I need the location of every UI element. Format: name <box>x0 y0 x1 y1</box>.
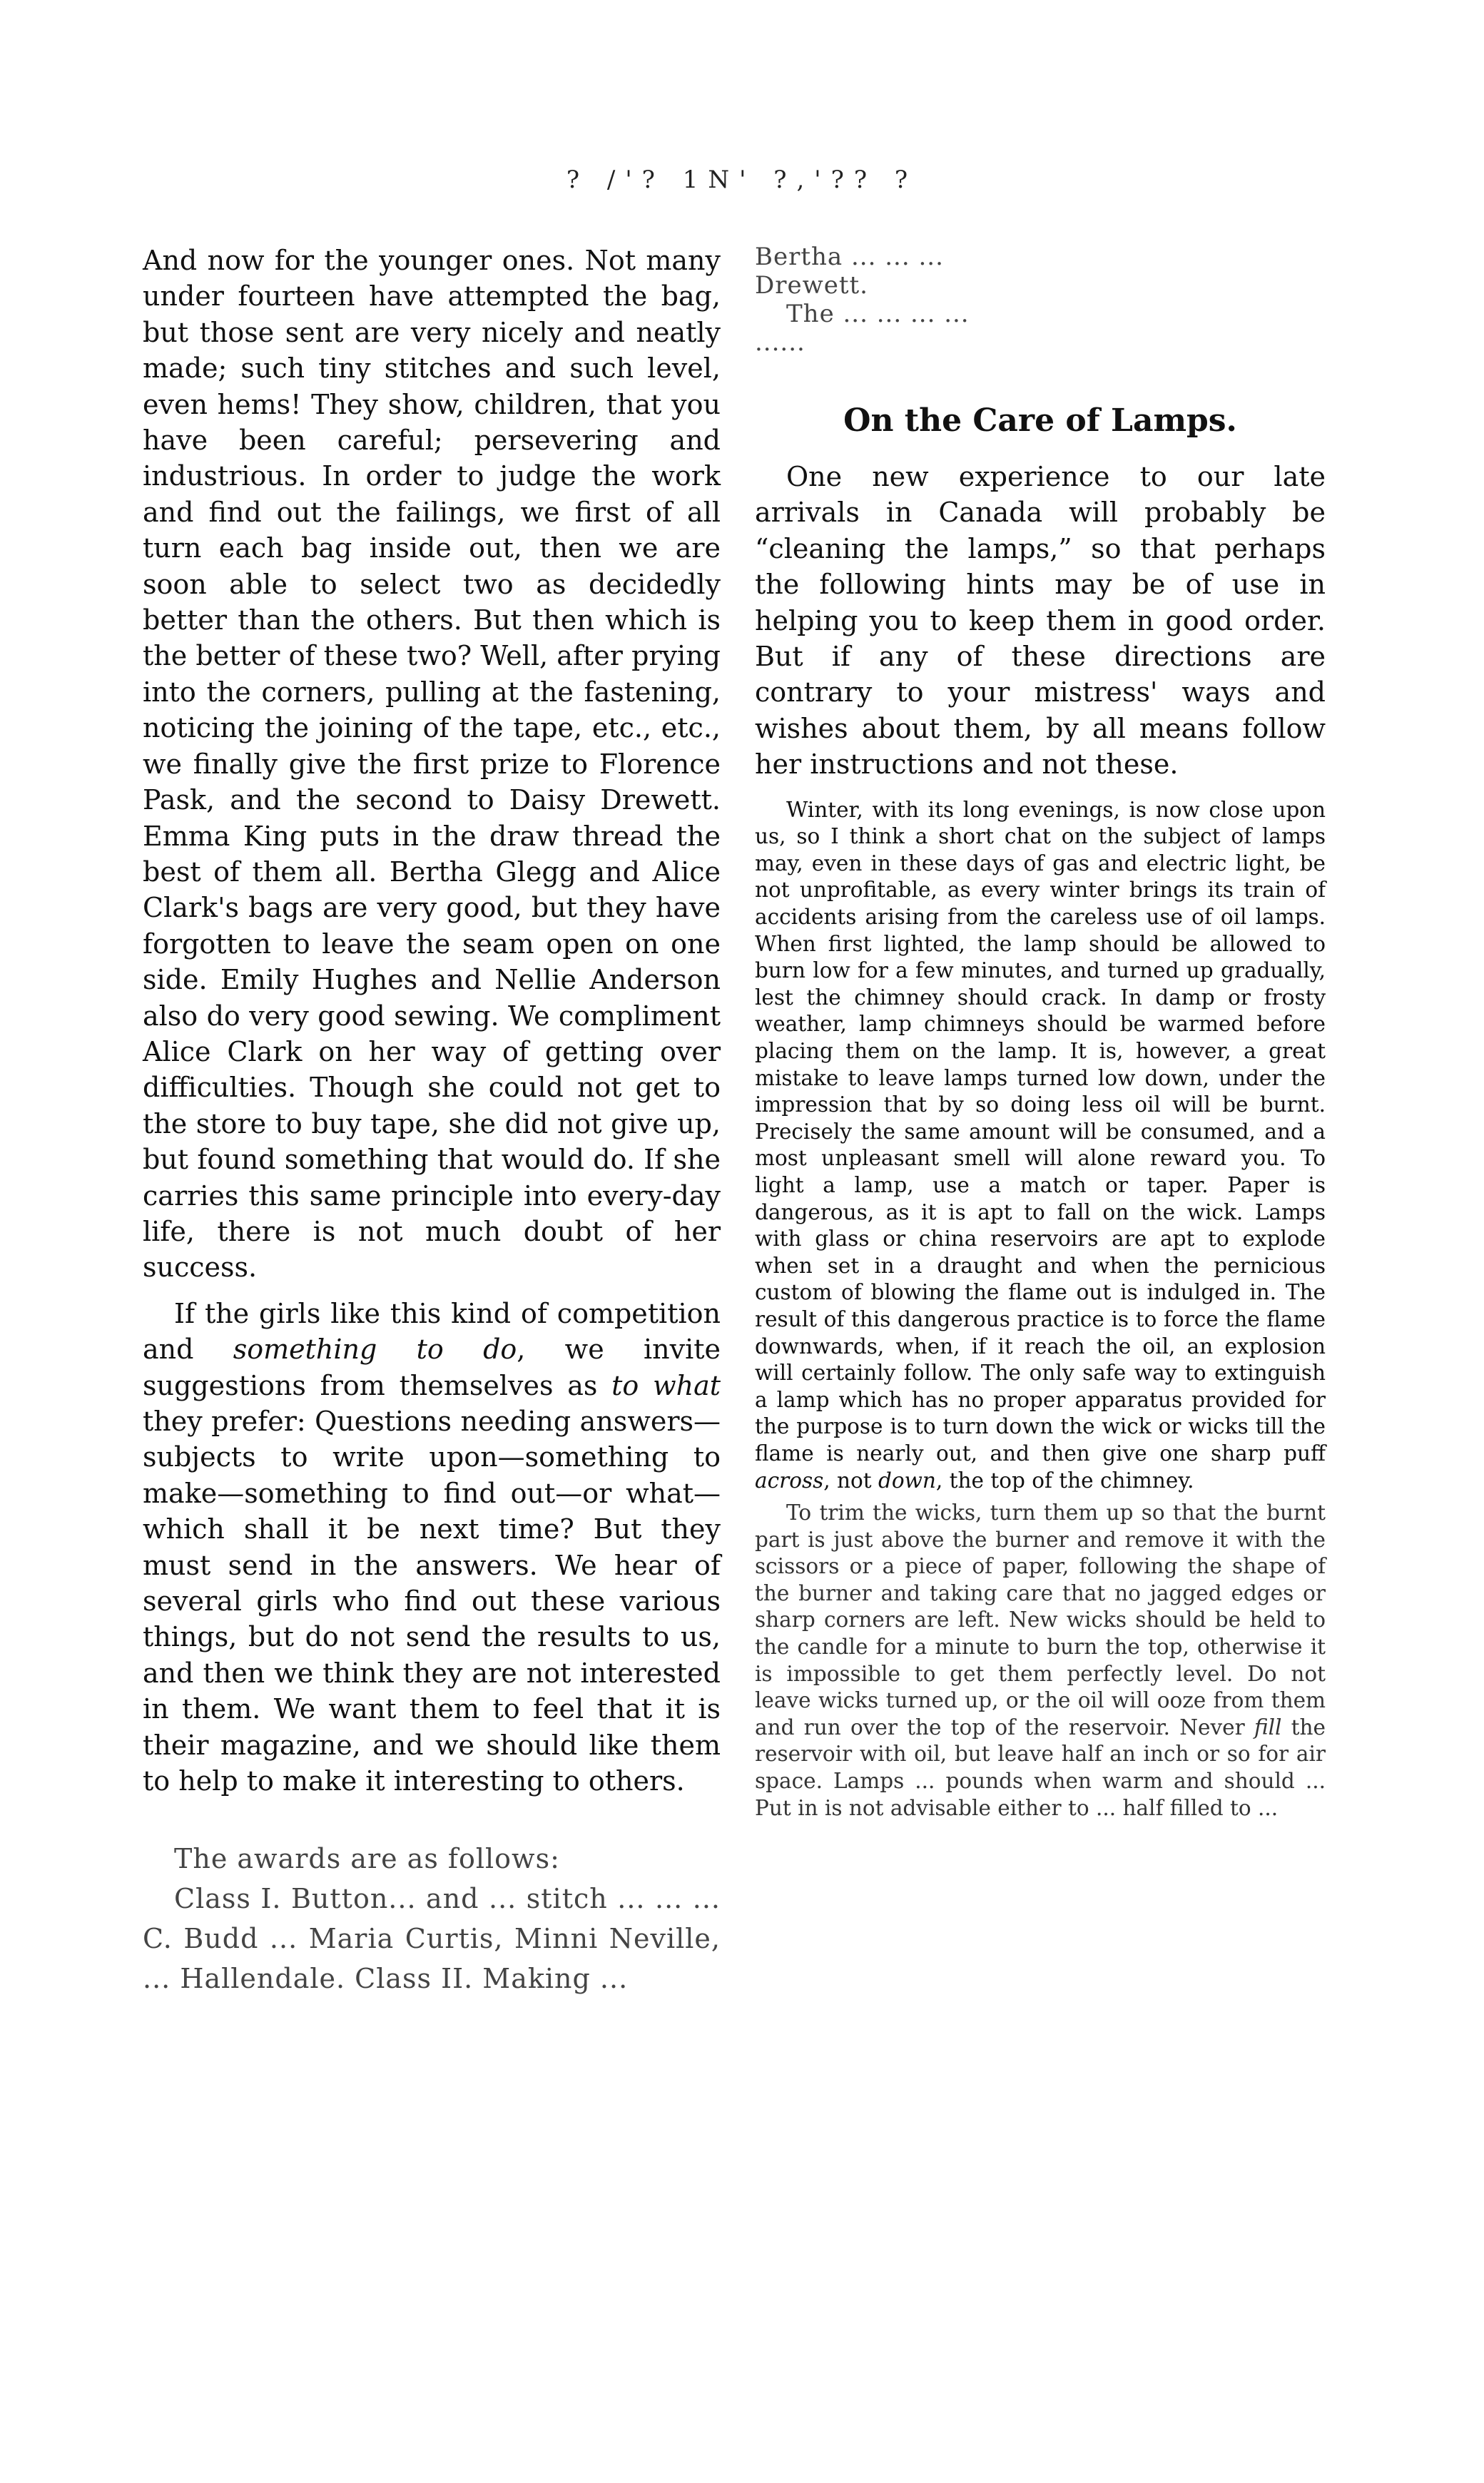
faded-fragment-3: The ... ... ... ... <box>786 300 970 328</box>
trimming-emphasis: fill <box>1254 1715 1282 1740</box>
lighting-paragraph <box>755 797 1326 1494</box>
awards-intro: The awards are as follows: <box>174 1843 560 1875</box>
lighting-emphasis-1: across <box>755 1468 824 1493</box>
lighting-text-mid: , not <box>823 1468 878 1493</box>
suggestions-text-mid: , we invite suggestions from themselves as <box>143 1334 721 1401</box>
trimming-text-start: To trim the wicks, turn them up so that the burnt part is just above the burner and remove it with the scissors or a piece of paper, following the shape of the burner and taking care that no jagged edges or sharp corners are left. New wicks should be held to the candle for a minute to burn the top, otherwise it is impossible to get them perfectly level. Do not leave wicks turned up, or the oil will ooze from them and run over the top of the reservoir. Never <box>755 1501 1326 1740</box>
suggestions-emphasis-2: to what <box>611 1369 721 1401</box>
faded-fragment-1: Bertha ... ... ... <box>755 243 944 271</box>
article-heading: On the Care of Lamps. <box>843 402 1237 439</box>
suggestions-emphasis-1: something to do <box>233 1334 517 1366</box>
trimming-paragraph <box>755 1500 1326 1822</box>
faded-fragment-4: ...... <box>755 328 805 357</box>
needlework-report-paragraph: And now for the younger ones. Not many under fourteen have attempted the bag, but those sent are very nicely and neatly made; such tiny stitches and such level, even hems! They show, children, that you have been careful; persevering and industrious. In order to judge the work and find out the failings, we first of all turn each bag inside out, then we are soon able to select two as decidedly better than the others. But then which is the better of these two? Well, after prying into the corners, pulling at the fastening, noticing the joining of the tape, etc., etc., we finally give the first prize to Florence Pask, and the second to Daisy Drewett. Emma King puts in the draw thread the best of them all. Bertha Glegg and Alice Clark's bags are very good, but they have forgotten to leave the seam open on one side. Emily Hughes and Nellie Anderson also do very good sewing. We compliment Alice Clark on her way of getting over difficulties. Though she could not get to the store to buy tape, she did not give up, but found something that would do. If she carries this same principle into every-day life, there is not much doubt of her success. <box>143 245 721 1284</box>
article-intro: One new experience to our late arrivals in Canada will probably be “cleaning the lamps,” so that perhaps the following hints may be of use in helping you to keep them in good order. But if any of these directions are contrary to your mistress' ways and wishes about them, by all means follow her instructions and not these. <box>755 461 1326 781</box>
lighting-text-end: , the top of the chimney. <box>935 1468 1194 1493</box>
right-column <box>755 243 1326 1822</box>
trimming-text-end: the reservoir with oil, but leave half an inch or so for air space. Lamps ... pounds when warm and should ... Put in is not advisable either to ... half filled to ... <box>755 1715 1326 1820</box>
suggestions-text-start: If the girls like this kind of competition and <box>143 1297 721 1366</box>
lighting-emphasis-2: down <box>878 1468 936 1493</box>
faded-fragment-2: Drewett. <box>755 271 868 300</box>
running-header: ? /'? 1N' ?,'?? ? <box>566 166 918 194</box>
left-column <box>143 243 721 1999</box>
awards-block <box>143 1839 721 1999</box>
lighting-text-start: Winter, with its long evenings, is now close upon us, so I think a short chat on the subject of lamps may, even in these days of gas and electric light, be not unprofitable, as every winter brings its train of accidents arising from the careless use of oil lamps. When first lighted, the lamp should be allowed to burn low for a few minutes, and turned up gradually, lest the chimney should crack. In damp or frosty weather, lamp chimneys should be warmed before placing them on the lamp. It is, however, a great mistake to leave lamps turned low down, under the impression that by so doing less oil will be burnt. Precisely the same amount will be consumed, and a most unpleasant smell will alone reward you. To light a lamp, use a match or taper. Paper is dangerous, as it is apt to fall on the wick. Lamps with glass or china reservoirs are apt to explode when set in a draught and when the pernicious custom of blowing the flame out is indulged in. The result of this dangerous practice is to force the flame downwards, when, if it reach the oil, an explosion will certainly follow. The only safe way to extinguish a lamp which has no proper apparatus provided for the purpose is to turn down the wick or wicks till the flame is nearly out, and then give one sharp puff <box>755 797 1326 1466</box>
suggestions-paragraph <box>143 1296 721 1799</box>
awards-list: Class I. Button... and ... stitch ... ... ... C. Budd ... Maria Curtis, Minni Neville, ... Hallendale. Class II. Making ... <box>143 1883 721 1995</box>
article-body <box>755 797 1326 1822</box>
suggestions-text-end: they prefer: Questions needing answers—subjects to write upon—something to make—something to find out—or what—which shall it be next time? But they must send in the answers. We hear of several girls who find out these various things, but do not send the results to us, and then we think they are not interested in them. We want them to feel that it is their magazine, and we should like them to help to make it interesting to others. <box>143 1406 721 1797</box>
